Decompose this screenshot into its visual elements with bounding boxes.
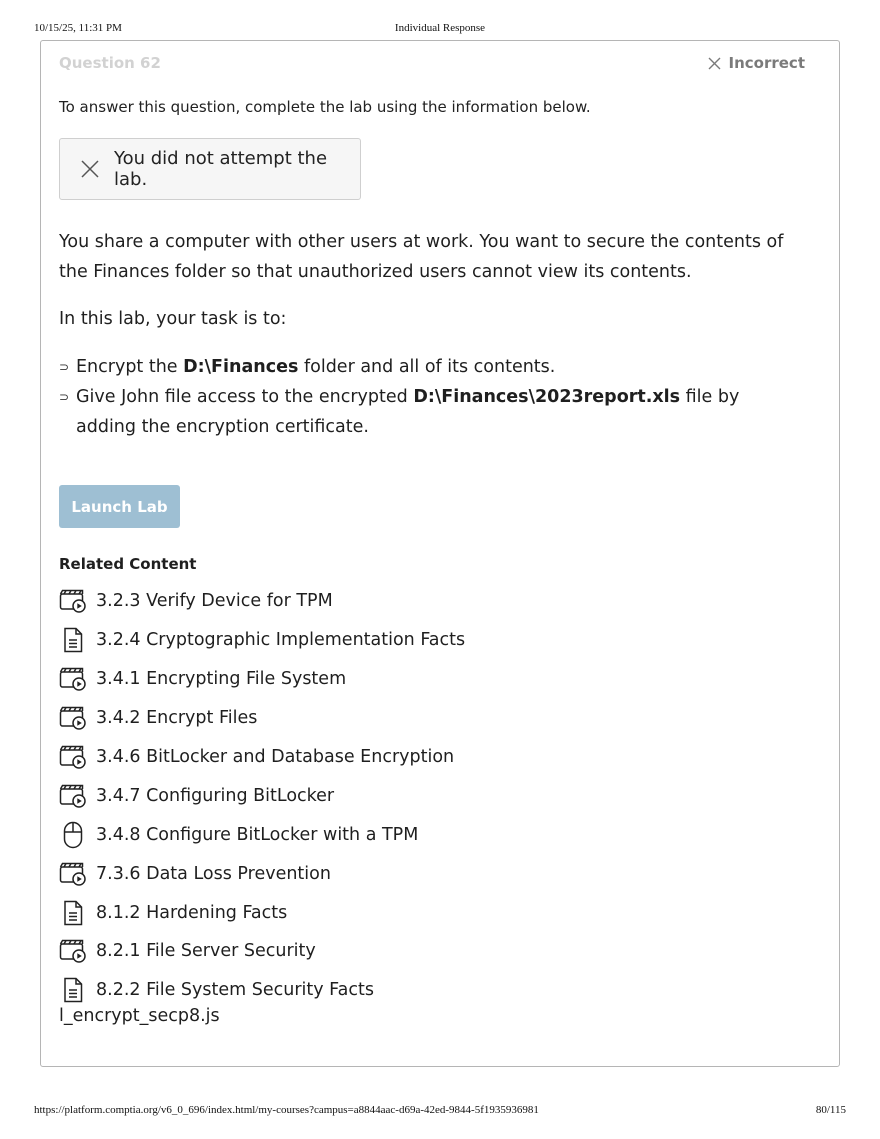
document-icon bbox=[59, 626, 87, 654]
related-content-link[interactable]: 3.4.7 Configuring BitLocker bbox=[96, 785, 335, 806]
print-datetime: 10/15/25, 11:31 PM bbox=[34, 22, 122, 34]
task-text: file by adding the encryption certificate. bbox=[76, 387, 740, 437]
related-content-link[interactable]: 3.4.6 BitLocker and Database Encryption bbox=[96, 747, 455, 767]
related-content-link[interactable]: 3.2.3 Verify Device for TPM bbox=[96, 591, 333, 612]
launch-lab-button[interactable]: Launch Lab bbox=[59, 485, 180, 528]
video-icon bbox=[59, 782, 87, 810]
incorrect-x-icon bbox=[708, 57, 721, 70]
task-list bbox=[59, 352, 799, 442]
task-text: Encrypt the bbox=[76, 357, 184, 377]
print-header bbox=[0, 22, 880, 36]
script-filename: l_encrypt_secp8.js bbox=[59, 1006, 220, 1026]
video-icon bbox=[59, 665, 87, 693]
task-path: D:\Finances bbox=[183, 357, 299, 377]
related-content-link[interactable]: 8.2.1 File Server Security bbox=[96, 941, 316, 962]
related-content-item[interactable] bbox=[59, 621, 465, 660]
related-content-item[interactable] bbox=[59, 854, 465, 893]
result-label: Incorrect bbox=[728, 54, 805, 72]
related-content-link[interactable]: 8.1.2 Hardening Facts bbox=[96, 902, 288, 923]
document-icon bbox=[59, 976, 87, 1004]
related-content-item[interactable] bbox=[59, 893, 465, 932]
video-icon bbox=[59, 587, 87, 615]
task-intro: In this lab, your task is to: bbox=[59, 309, 287, 329]
related-content-link[interactable]: 3.4.8 Configure BitLocker with a TPM bbox=[96, 824, 419, 845]
mouse-icon bbox=[59, 821, 87, 849]
print-url: https://platform.comptia.org/v6_0_696/index.html/my-courses?campus=a8844aac-d69a-42ed-9844-5f1935936981 bbox=[34, 1104, 539, 1116]
lab-status-message: You did not attempt the lab. bbox=[114, 148, 328, 190]
video-icon bbox=[59, 743, 87, 771]
related-content-item[interactable] bbox=[59, 738, 465, 777]
related-content-item[interactable] bbox=[59, 660, 465, 699]
related-content-link[interactable]: 3.2.4 Cryptographic Implementation Facts bbox=[96, 630, 466, 651]
video-icon bbox=[59, 860, 87, 888]
task-item bbox=[59, 352, 799, 382]
related-content-list bbox=[59, 582, 465, 1010]
related-content-item[interactable] bbox=[59, 699, 465, 738]
related-content-item[interactable] bbox=[59, 932, 465, 971]
related-content-link[interactable]: 7.3.6 Data Loss Prevention bbox=[96, 863, 331, 884]
print-page-number: 80/115 bbox=[815, 1104, 846, 1116]
related-content-link[interactable]: 3.4.1 Encrypting File System bbox=[96, 669, 347, 690]
scenario-text: You share a computer with other users at work. You want to secure the contents of the Finances folder so that unauthorized users cannot view its contents. bbox=[59, 232, 784, 282]
lab-status-box bbox=[59, 138, 361, 200]
result-indicator bbox=[708, 54, 806, 72]
video-icon bbox=[59, 704, 87, 732]
related-content-link[interactable]: 3.4.2 Encrypt Files bbox=[96, 708, 258, 729]
related-content-item[interactable] bbox=[59, 815, 465, 854]
question-card bbox=[40, 40, 840, 1067]
document-icon bbox=[59, 899, 87, 927]
task-path: D:\Finances\2023report.xls bbox=[413, 387, 681, 407]
related-content-title: Related Content bbox=[59, 555, 197, 573]
related-content-link[interactable]: 8.2.2 File System Security Facts bbox=[96, 980, 374, 1001]
print-footer bbox=[0, 1104, 880, 1118]
question-instructions: To answer this question, complete the lab using the information below. bbox=[59, 98, 591, 116]
related-content-item[interactable] bbox=[59, 971, 465, 1010]
task-text: Give John file access to the encrypted bbox=[76, 387, 414, 407]
bullet-icon: ⊃ bbox=[59, 360, 70, 374]
video-icon bbox=[59, 937, 87, 965]
task-item bbox=[59, 382, 799, 442]
print-title: Individual Response bbox=[394, 22, 486, 34]
bullet-icon: ⊃ bbox=[59, 390, 70, 404]
related-content-item[interactable] bbox=[59, 776, 465, 815]
question-number: Question 62 bbox=[59, 54, 161, 72]
related-content-item[interactable] bbox=[59, 582, 465, 621]
close-icon bbox=[80, 159, 100, 179]
task-text: folder and all of its contents. bbox=[298, 357, 556, 377]
